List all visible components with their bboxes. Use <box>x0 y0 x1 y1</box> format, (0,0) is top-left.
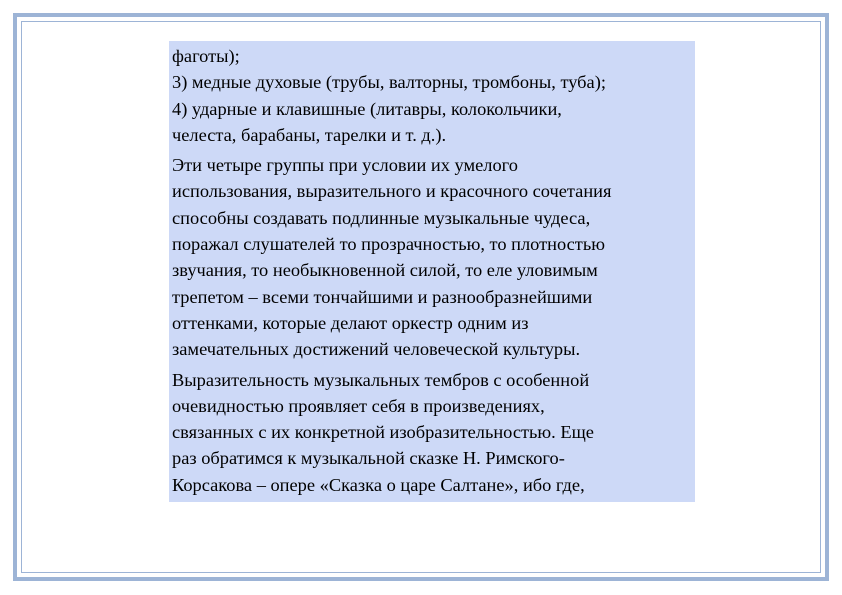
paragraph-instrument-groups <box>172 43 692 148</box>
text-line: раз обратимся к музыкальной сказке Н. Римского- <box>172 448 565 469</box>
text-line: трепетом – всеми тончайшими и разнообразнейшими <box>172 286 593 307</box>
text-block <box>169 41 695 502</box>
text-line: Выразительность музыкальных тембров с особенной <box>172 369 590 390</box>
text-line: фаготы); <box>172 46 240 66</box>
text-line: оттенками, которые делают оркестр одним из <box>172 312 529 333</box>
text-line: способны создавать подлинные музыкальные чудеса, <box>172 207 591 228</box>
text-line: поражал слушателей то прозрачностью, то плотностью <box>172 234 605 255</box>
text-line: очевидностью проявляет себя в произведениях, <box>172 395 545 416</box>
paragraph-four-groups <box>172 152 692 362</box>
text-line: челеста, барабаны, тарелки и т. д.). <box>172 124 447 145</box>
text-line: связанных с их конкретной изобразительностью. Еще <box>172 422 594 443</box>
paragraph-timbre-expressiveness <box>172 367 692 498</box>
text-line: замечательных достижений человеческой культуры. <box>172 339 581 360</box>
text-line: 3) медные духовые (трубы, валторны, тромбоны, туба); <box>172 72 606 93</box>
text-line: 4) ударные и клавишные (литавры, колокольчики, <box>172 98 562 119</box>
text-line: Эти четыре группы при условии их умелого <box>172 155 518 176</box>
text-line: звучания, то необыкновенной силой, то еле уловимым <box>172 260 598 281</box>
text-line: Корсакова – опере «Сказка о царе Салтане», ибо где, <box>172 474 585 495</box>
text-line: использования, выразительного и красочного сочетания <box>172 181 612 202</box>
